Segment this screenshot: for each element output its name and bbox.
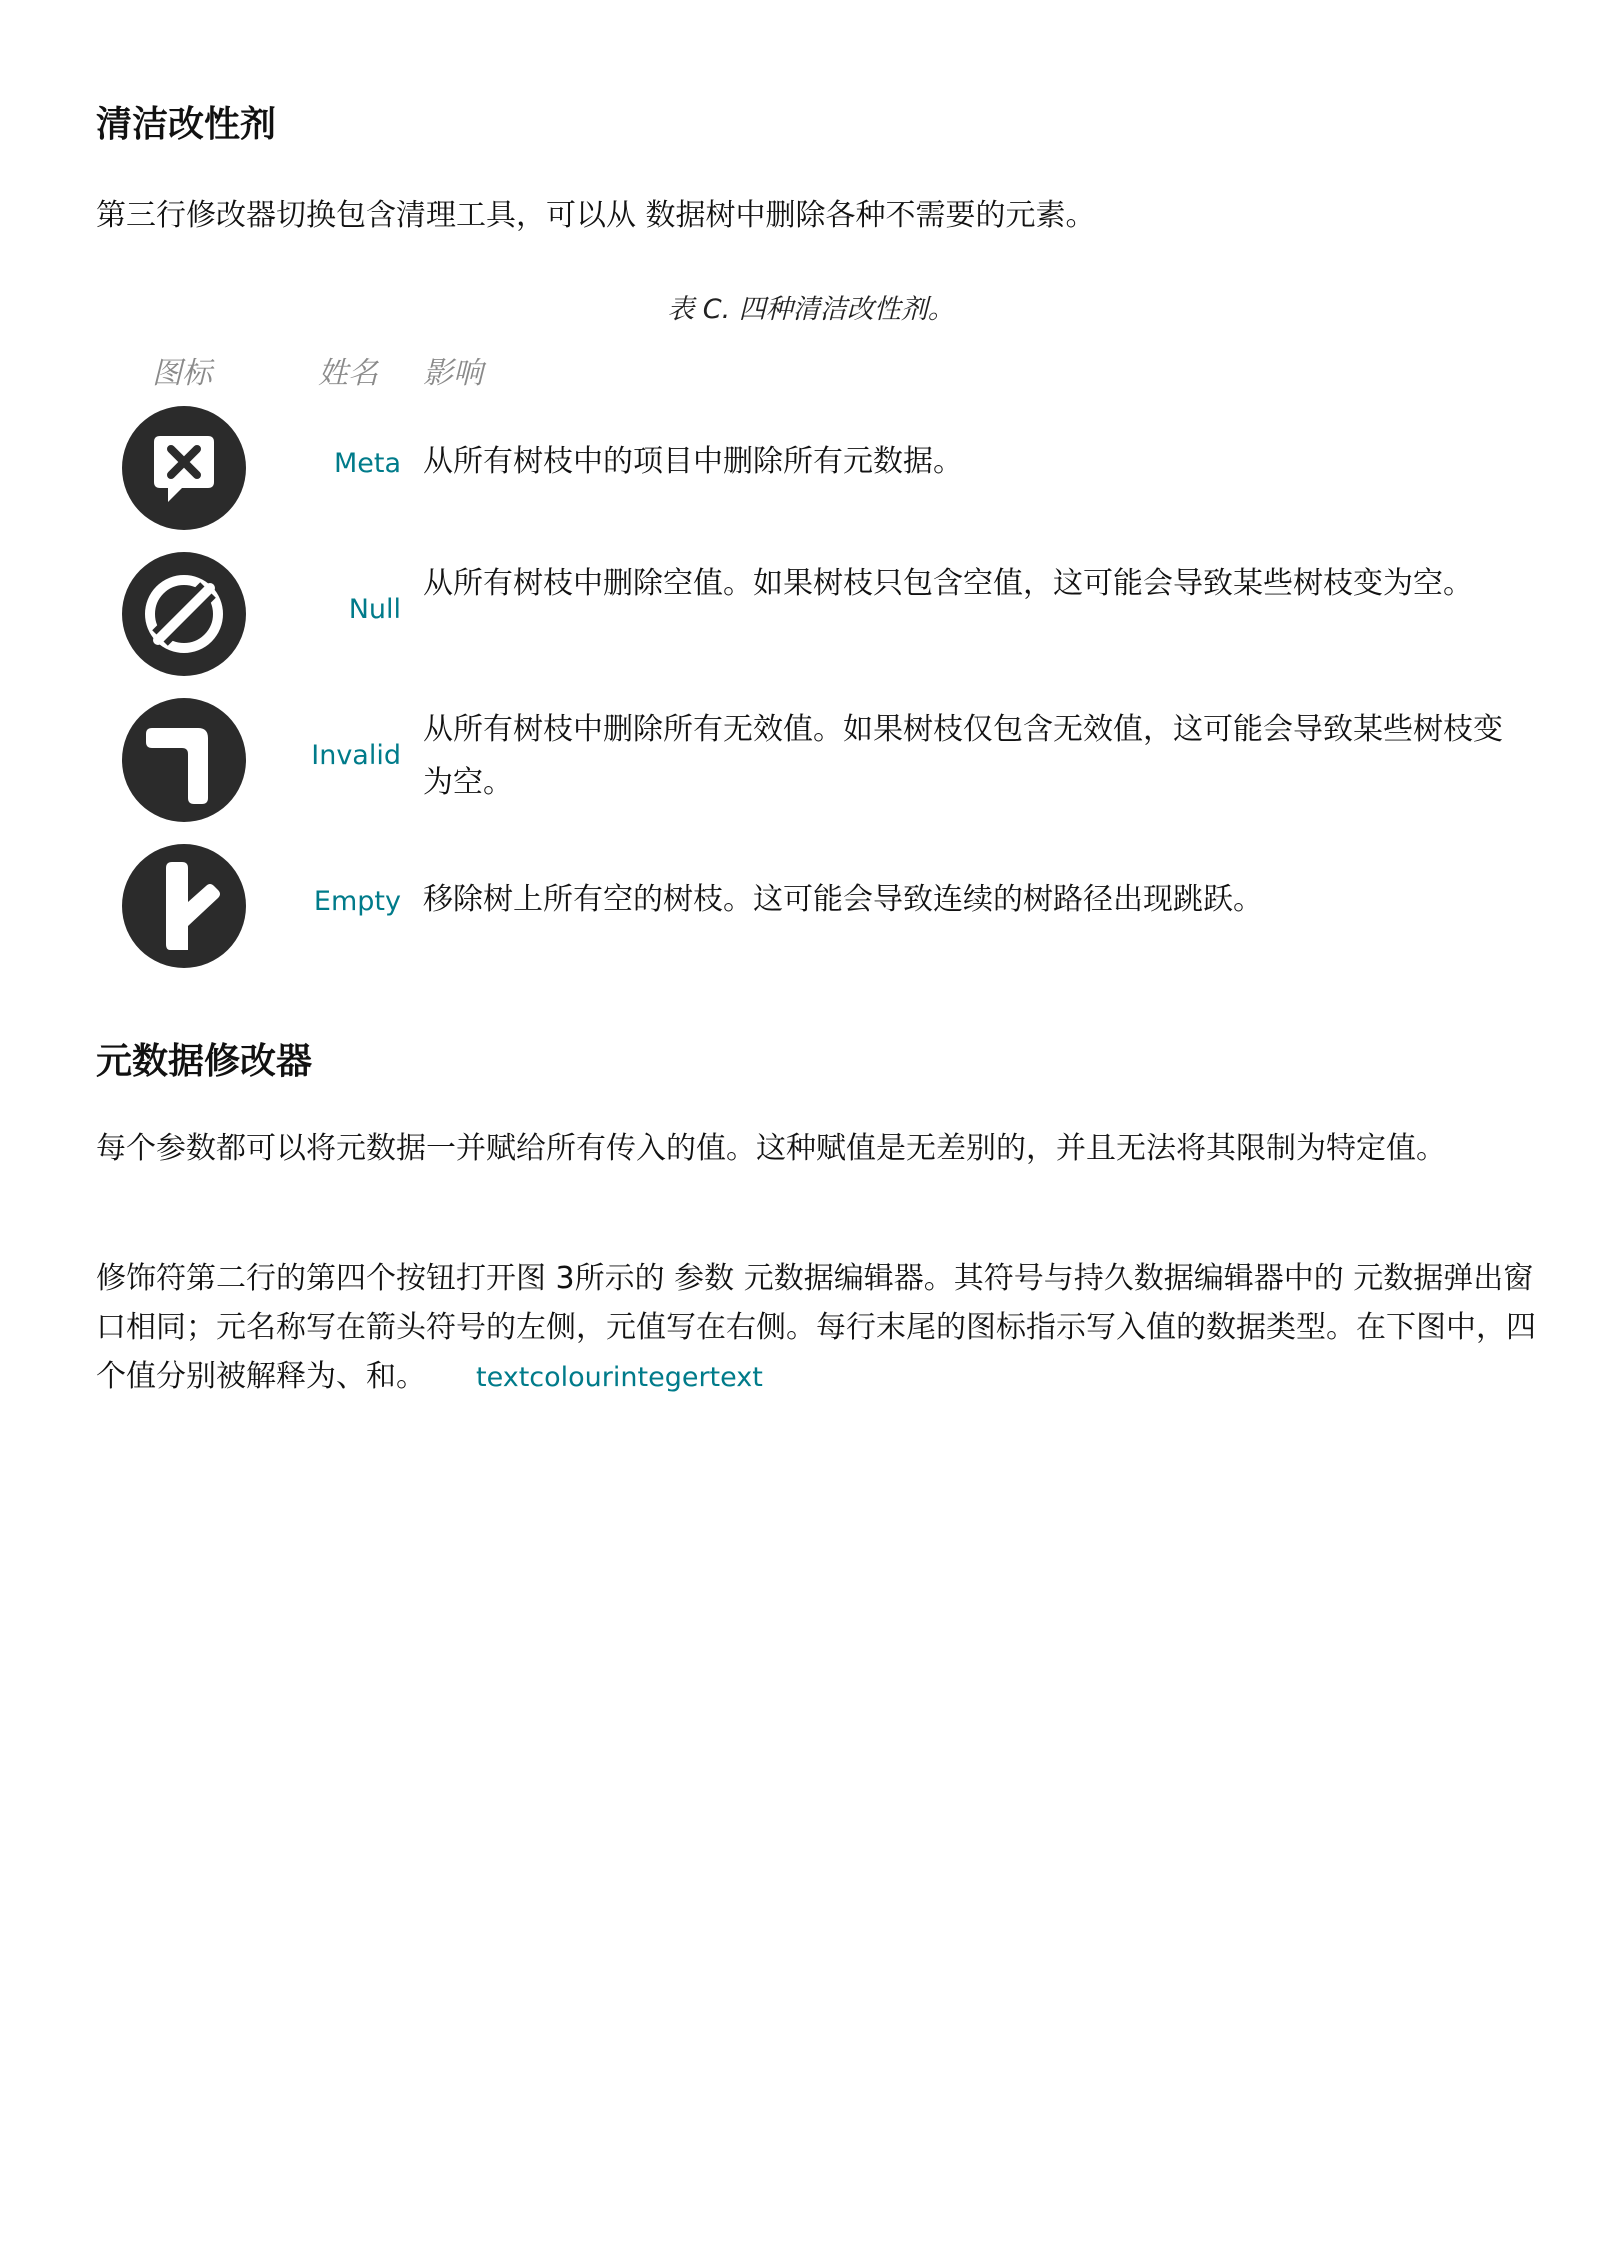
modifier-effect-empty: 移除树上所有空的树枝。这可能会导致连续的树路径出现跳跃。 (423, 882, 1263, 917)
table-row-null (96, 542, 1526, 688)
table-row-empty (96, 834, 1526, 980)
column-header-effect: 影响 (423, 356, 483, 391)
invalid-bent-branch-icon (122, 698, 246, 822)
section-heading-cleaning-modifiers: 清洁改性剂 (96, 104, 277, 145)
metadata-paragraph-2 (96, 1254, 1536, 1402)
table-row-invalid (96, 688, 1526, 834)
column-header-icon: 图标 (152, 356, 212, 391)
modifier-name-empty: Empty (313, 886, 401, 917)
metadata-paragraph-2-text: 修饰符第二行的第四个按钮打开图 3所示的 参数 元数据编辑器。其符号与持久数据编辑器中的 元数据弹出窗口相同；元名称写在箭头符号的左侧，元值写在右侧。每行末尾的图标指示写入值的数据类型。在下图中，四个值分别被解释为、和。 (96, 1261, 1536, 1394)
intro-paragraph: 第三行修改器切换包含清理工具，可以从 数据树中删除各种不需要的元素。 (96, 198, 1096, 233)
modifier-name-null: Null (348, 594, 401, 625)
cleaning-modifiers-table (96, 340, 1526, 396)
null-slash-circle-icon (122, 552, 246, 676)
table-row-meta (96, 396, 1526, 542)
table-header-row (96, 340, 1526, 396)
metadata-paragraph-1: 每个参数都可以将元数据一并赋给所有传入的值。这种赋值是无差别的，并且无法将其限制为特定值。 (96, 1131, 1446, 1166)
speech-bubble-x-icon (122, 406, 246, 530)
inline-code-types: textcolourintegertext (476, 1362, 763, 1393)
empty-branch-icon (122, 844, 246, 968)
section-heading-metadata-modifiers: 元数据修改器 (96, 1041, 313, 1082)
modifier-name-meta: Meta (333, 448, 401, 479)
table-caption: 表 C. 四种清洁改性剂。 (667, 294, 955, 325)
modifier-effect-meta: 从所有树枝中的项目中删除所有元数据。 (423, 444, 963, 479)
modifier-effect-null: 从所有树枝中删除空值。如果树枝只包含空值，这可能会导致某些树枝变为空。 (423, 566, 1473, 601)
modifier-effect-invalid: 从所有树枝中删除所有无效值。如果树枝仅包含无效值，这可能会导致某些树枝变为空。 (423, 712, 1503, 800)
column-header-name: 姓名 (318, 356, 378, 391)
modifier-name-invalid: Invalid (311, 740, 401, 771)
